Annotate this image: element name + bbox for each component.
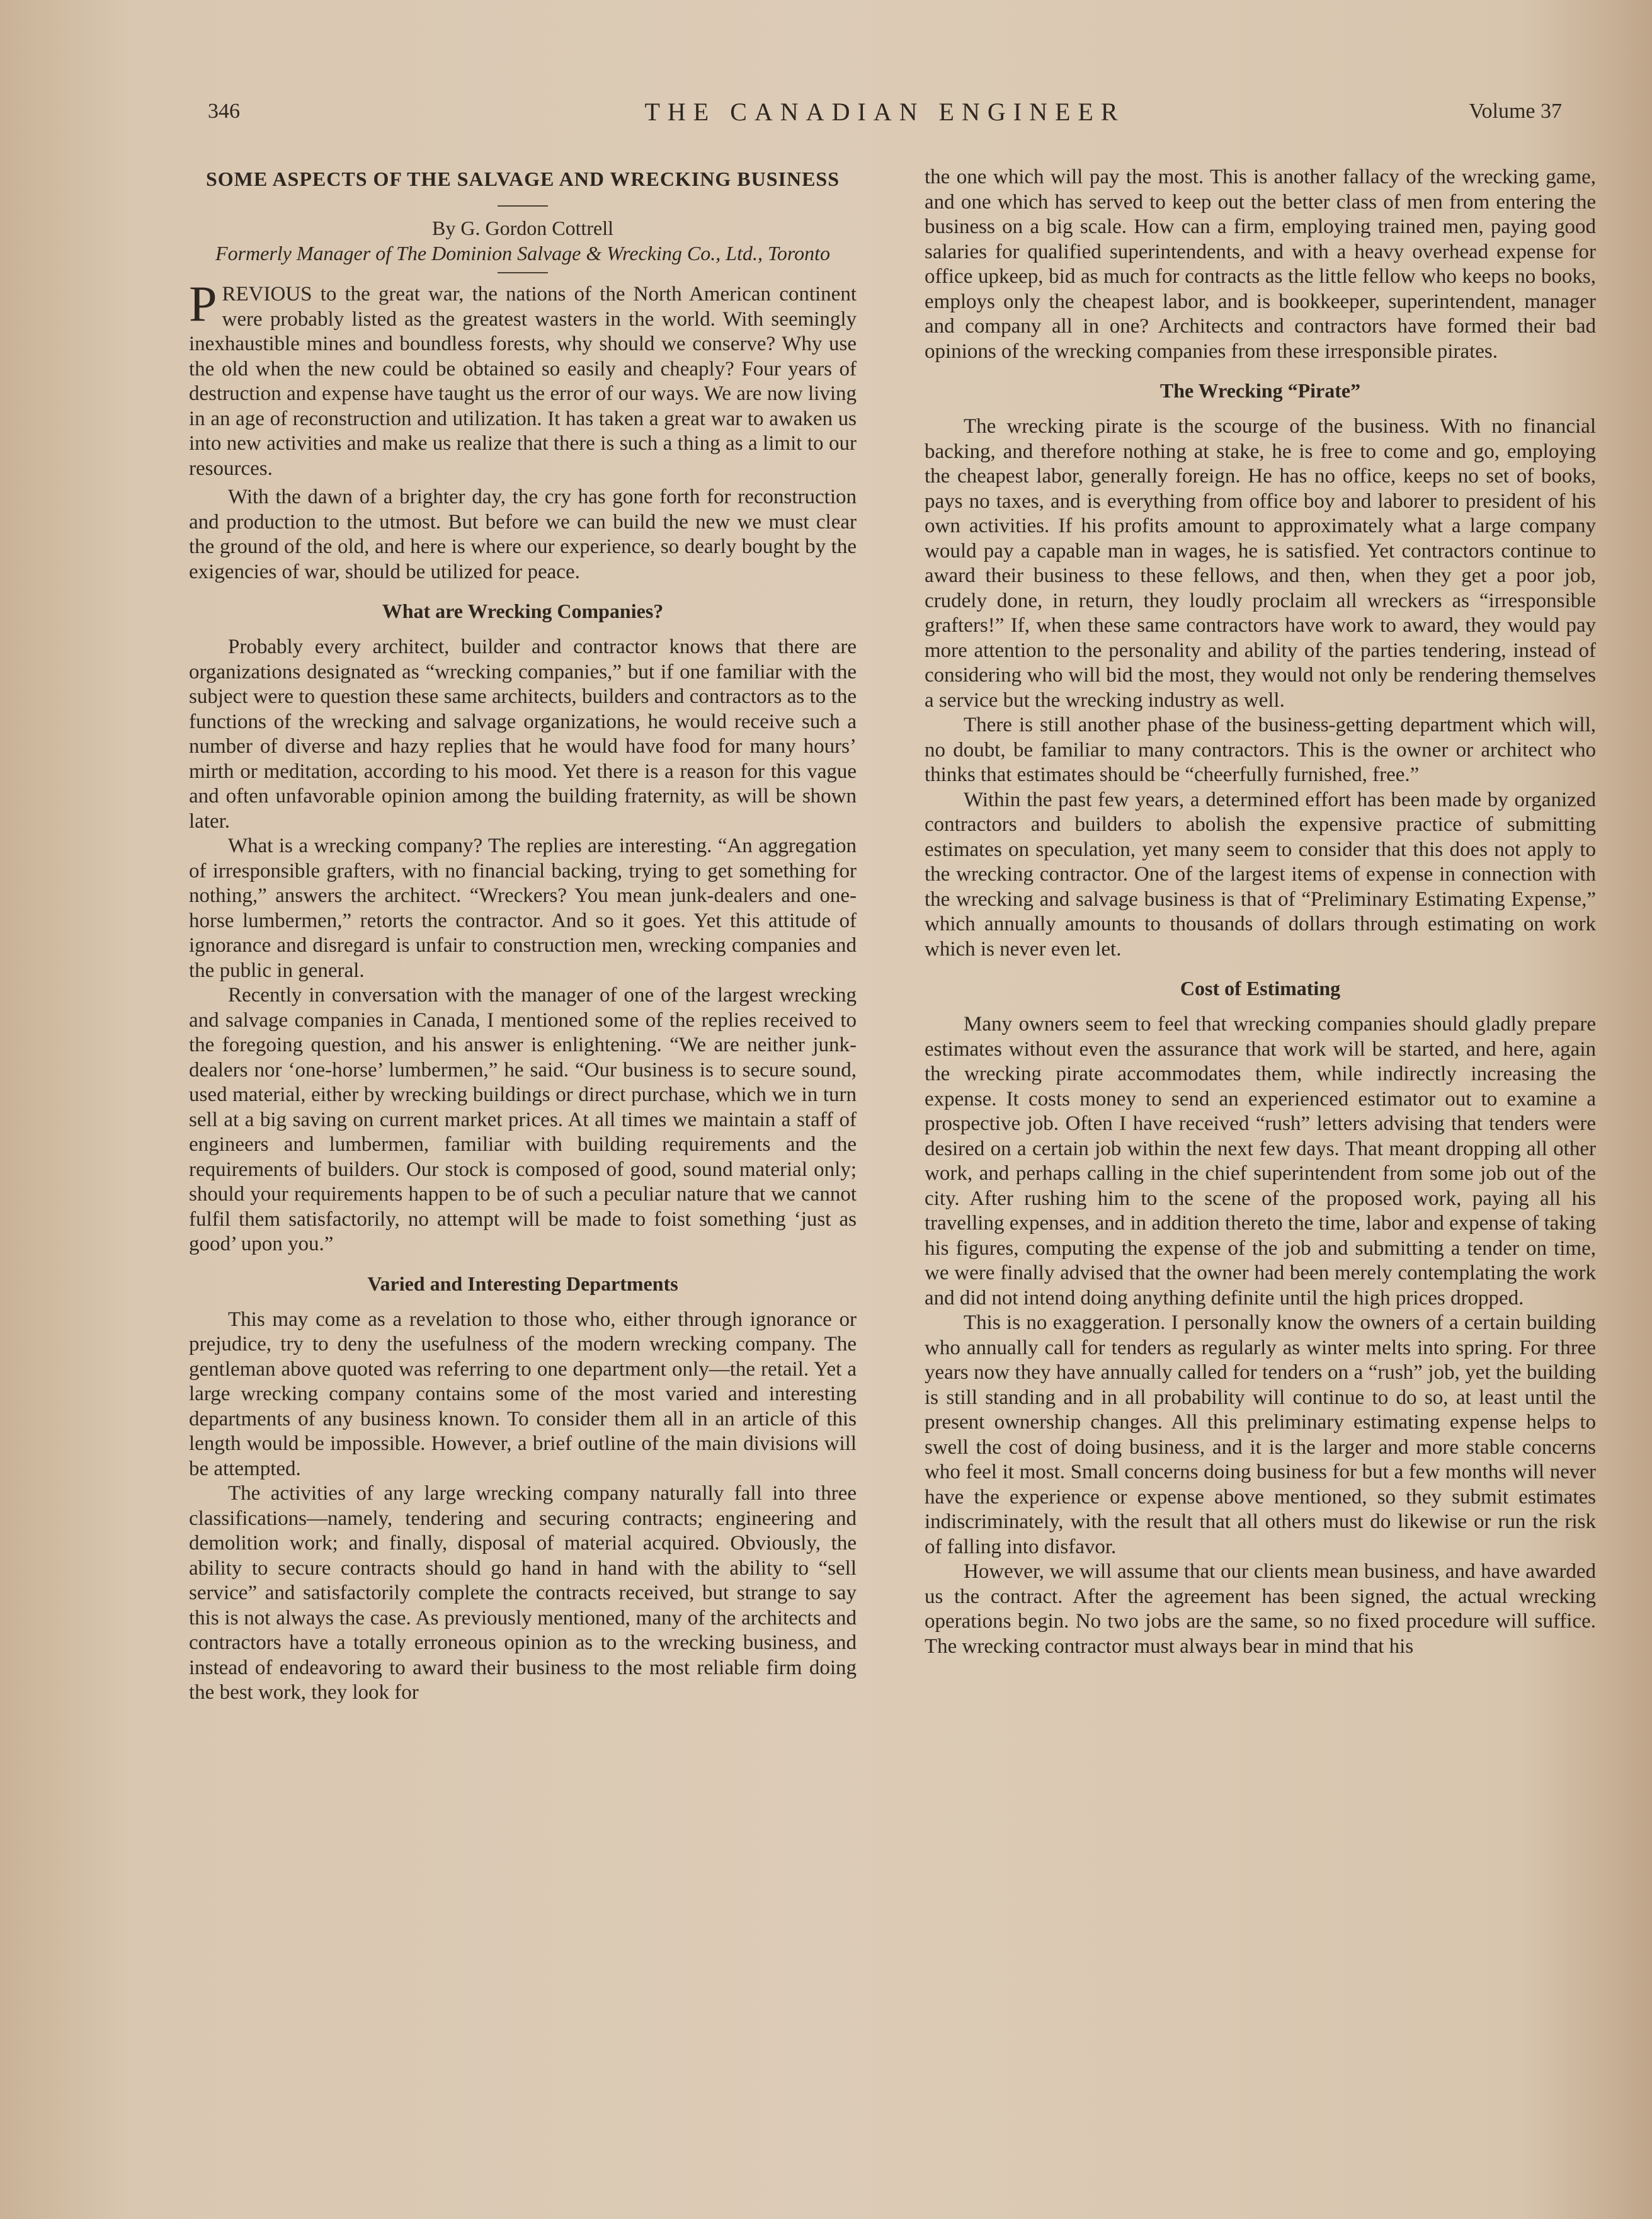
- journal-title: THE CANADIAN ENGINEER: [644, 98, 1125, 126]
- section-heading: Cost of Estimating: [1180, 977, 1341, 1000]
- paragraph: There is still another phase of the business-getting department which will, no doubt, be familiar to many contractors. This is the owner or architect who thinks that estimates should be “cheerfully furnished, free.”: [925, 714, 1596, 786]
- paragraph: Within the past few years, a determined effort has been made by organized contractors and builders to abolish the expensive practice of submitting estimates on speculation, yet many seem to consider that this does not apply to the wrecking contractor. One of the largest items of expense in connection with the wrecking and salvage business is that of “Preliminary Estimating Expense,” which annually amounts to thousands of dollars through estimating on work which is never even let.: [925, 788, 1596, 961]
- byline: By G. Gordon Cottrell: [432, 217, 613, 239]
- running-head: [208, 100, 1562, 137]
- paragraph: This is no exaggeration. I personally know the owners of a certain building who annually call for tenders as regularly as winter melts into spring. For three years now they have annually called for tenders on a “rush” job, yet the building is still standing and in all probability will continue to do so, at least until the present ownership changes. All this preliminary estimating expense helps to swell the cost of doing business, and it is the larger and more stable concerns who feel it most. Small concerns doing business for but a few months will never have the experience or expense above mentioned, so they submit estimates indiscriminately, with the result that all others must do likewise or run the risk of falling into disfavor.: [925, 1311, 1596, 1558]
- right-column: [925, 165, 1596, 1659]
- title-rule: [498, 205, 548, 207]
- paragraph: With the dawn of a brighter day, the cry has gone forth for reconstruction and production to the utmost. But before we can build the new we must clear the ground of the old, and here is where our experience, so dearly bought by the exigencies of war, should be utilized for peace.: [189, 486, 857, 583]
- paragraph: This may come as a revelation to those who, either through ignorance or prejudice, try to deny the usefulness of the modern wrecking company. The gentleman above quoted was referring to one department only—the retail. Yet a large wrecking company contains some of the most varied and interesting departments of any business known. To consider them all in an article of this length would be impossible. However, a brief outline of the main divisions will be attempted.: [189, 1308, 857, 1480]
- section-heading: Varied and Interesting Departments: [367, 1272, 678, 1295]
- left-column: [189, 165, 857, 1706]
- paragraph: Probably every architect, builder and contractor knows that there are organizations designated as “wrecking companies,” but if one familiar with the subject were to question these same architects, builders and contractors as to the functions of the wrecking and salvage organizations, he would receive such a number of diverse and hazy replies that he would have food for many hours’ mirth or meditation, according to his mood. Yet there is a reason for this vague and often unfavorable opinion among the building fraternity, as will be shown later.: [189, 636, 857, 833]
- paragraph: Many owners seem to feel that wrecking companies should gladly prepare estimates without even the assurance that work will be started, and here, again the wrecking pirate accommodates them, while indirectly increasing the expense. It costs money to send an experienced estimator out to examine a prospective job. Often I have received “rush” letters advising that tenders were desired on a certain job within the next few days. That meant dropping all other work, and perhaps calling in the chief superintendent from some job out of the city. After rushing him to the scene of the proposed work, paying all his travelling expenses, and in addition thereto the time, labor and expense of taking his figures, computing the expense of the job and submitting a tender on time, we were finally advised that the owner had been merely contemplating the work and did not intend doing anything definite until the high prices dropped.: [925, 1013, 1596, 1309]
- paragraph: The wrecking pirate is the scourge of the business. With no financial backing, and therefore nothing at stake, he is free to come and go, employing the cheapest labor, generally foreign. He has no office, keeps no set of books, pays no taxes, and is everything from office boy and laborer to president of his own activities. If his profits amount to approximately what a large company would pay a capable man in wages, he is satisfied. Yet contractors continue to award their business to these fellows, and then, when they get a poor job, crudely done, in return, they loudly proclaim all wreckers as “irresponsible grafters!” If, when these same contractors have work to award, they would pay more attention to the personality and ability of the parties tendering, instead of considering who will bid the most, they would not only be rendering themselves a service but the wrecking industry as well.: [925, 415, 1596, 712]
- drop-cap: P: [189, 277, 217, 332]
- section-heading: What are Wrecking Companies?: [382, 600, 664, 622]
- paragraph: the one which will pay the most. This is another fallacy of the wrecking game, and one which has served to keep out the better class of men from entering the business on a big scale. How can a firm, employing trained men, paying good salaries for qualified superintendents, and with a heavy overhead expense for office upkeep, bid as much for contracts as the little fellow who keeps no books, employs only the cheapest labor, and is bookkeeper, superintendent, manager and company all in one? Architects and contractors have formed their bad opinions of the wrecking companies from these irresponsible pirates.: [925, 166, 1596, 363]
- intro-paragraph: [189, 277, 857, 481]
- section-heading: The Wrecking “Pirate”: [1159, 379, 1361, 402]
- paragraph: Recently in conversation with the manager of one of the largest wrecking and salvage companies in Canada, I mentioned some of the replies received to the foregoing question, and his answer is enlightening. “We are neither junk-dealers nor ‘one-horse’ lumbermen,” he said. “Our business is to secure sound, used material, either by wrecking buildings or direct purchase, which we in turn sell at a big saving on current market prices. At all times we maintain a staff of engineers and lumbermen, familiar with building requirements and the requirements of builders. Our stock is composed of good, sound material only; should your requirements happen to be of such a peculiar nature that we cannot fulfil them satisfactorily, no attempt will be made to foist something ‘just as good’ upon you.”: [189, 984, 857, 1255]
- byline-rule: [498, 272, 548, 273]
- volume-label: Volume 37: [1469, 100, 1562, 123]
- intro-text: REVIOUS to the great war, the nations of the North American continent were probably listed as the greatest wasters in the world. With seemingly inexhaustible mines and boundless forests, why should we conserve? Why use the old when the new could be obtained so easily and cheaply? Four years of destruction and expense have taught us the error of our ways. We are now living in an age of reconstruction and utilization. It has taken a great war to awaken us into new activities and make us realize that there is such a thing as a limit to our resources.: [189, 283, 857, 480]
- paragraph: However, we will assume that our clients mean business, and have awarded us the contract. After the agreement has been signed, the actual wrecking operations begin. No two jobs are the same, so no fixed procedure will suffice. The wrecking contractor must always bear in mind that his: [925, 1560, 1596, 1658]
- paragraph: The activities of any large wrecking company naturally fall into three classifications—namely, tendering and securing contracts; engineering and demolition work; and finally, disposal of material acquired. Obviously, the ability to secure contracts should go hand in hand with the ability to “sell service” and satisfactorily complete the contracts received, but strange to say this is not always the case. As previously mentioned, many of the architects and contractors have a totally erroneous opinion as to the wrecking business, and instead of endeavoring to award their business to the most reliable firm doing the best work, they look for: [189, 1482, 857, 1704]
- paragraph: What is a wrecking company? The replies are interesting. “An aggregation of irresponsible grafters, with no financial backing, trying to get something for nothing,” answers the architect. “Wreckers? You mean junk-dealers and one-horse lumbermen,” retorts the contractor. And so it goes. Yet this attitude of ignorance and disregard is unfair to construction men, wrecking companies and the public in general.: [189, 835, 857, 982]
- article-title: SOME ASPECTS OF THE SALVAGE AND WRECKING BUSINESS: [205, 168, 840, 190]
- page-number: 346: [208, 100, 240, 123]
- author-affiliation: Formerly Manager of The Dominion Salvage & Wrecking Co., Ltd., Toronto: [215, 242, 830, 265]
